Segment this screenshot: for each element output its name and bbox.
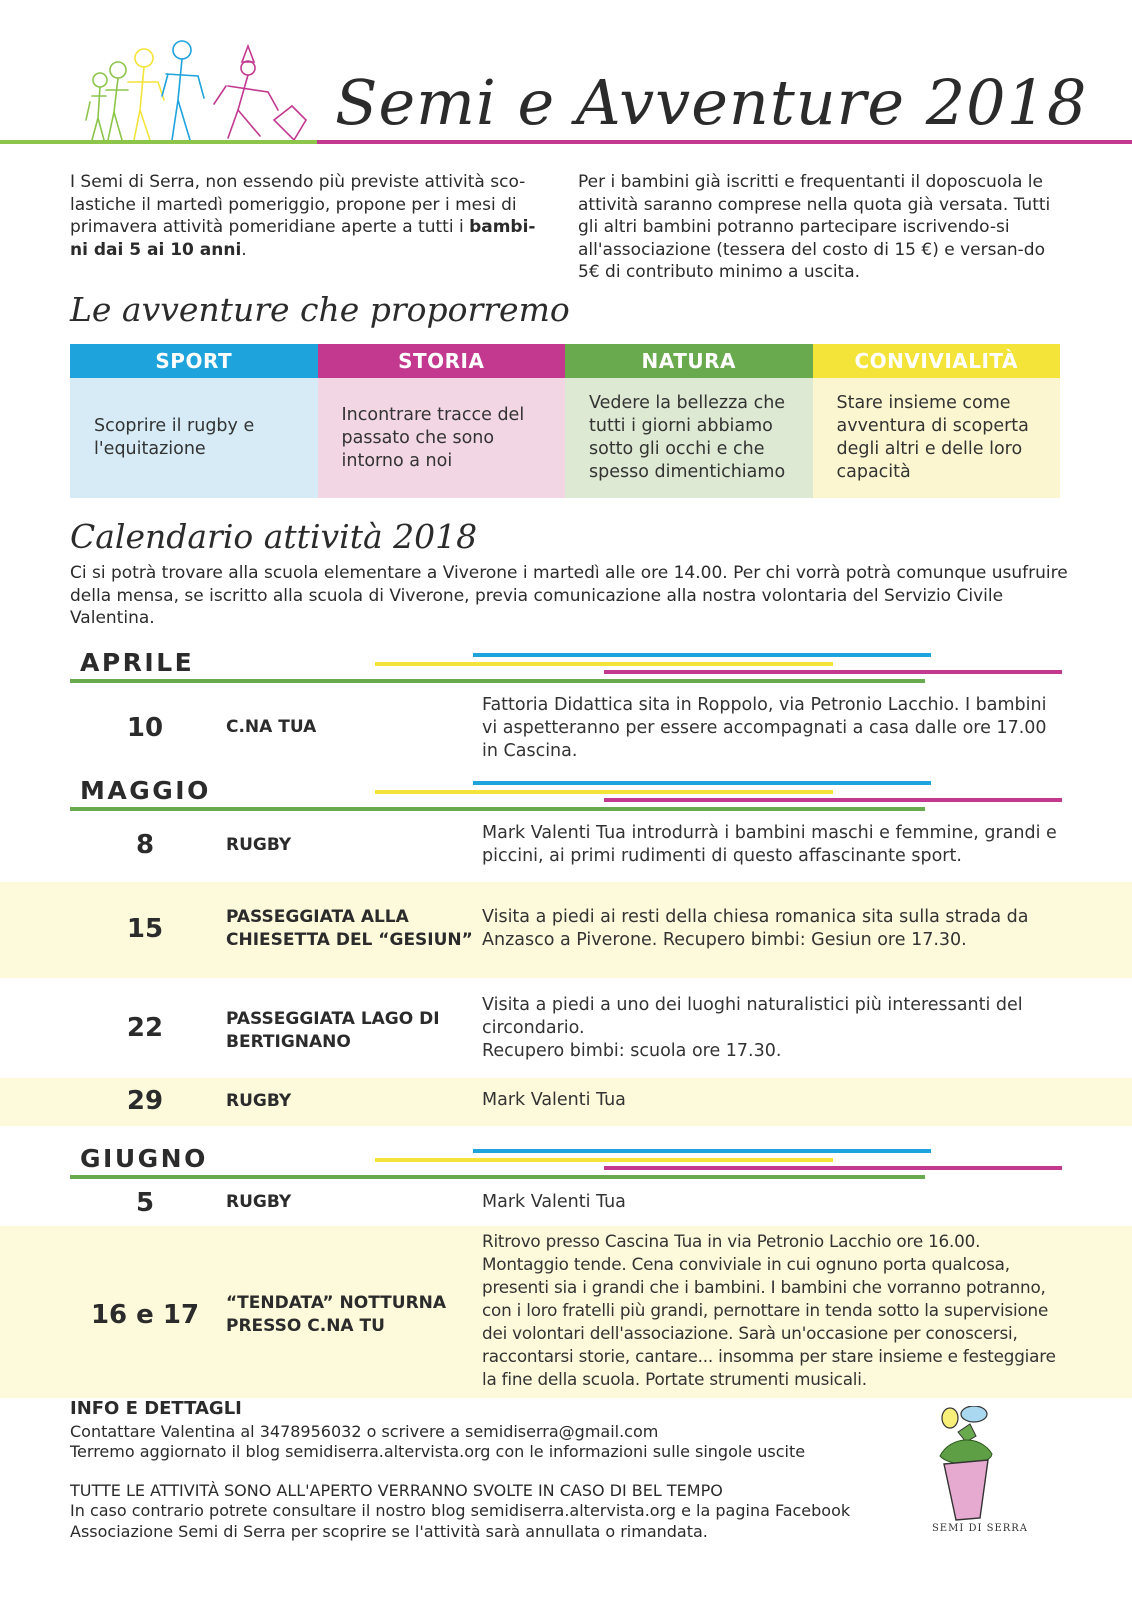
adventures-heading: Le avventure che proporremo [70, 290, 570, 329]
event-row [0, 688, 1132, 768]
event-description-line: Visita a piedi a uno dei luoghi naturalistici più interessanti del circondario. [482, 995, 1023, 1038]
event-activity: RUGBY [226, 1192, 292, 1212]
month-line [70, 1175, 925, 1179]
event-day: 22 [126, 1013, 164, 1043]
category-storia [318, 344, 566, 498]
month-line [604, 798, 1062, 802]
event-activity: PASSEGGIATA ALLA CHIESETTA DEL “GESIUN” [226, 907, 473, 950]
category-text: Vedere la bellezza che tutti i giorni abbiamo sotto gli occhi e che spesso dimentichiamo [565, 378, 813, 498]
month-line [604, 670, 1062, 674]
month-line [473, 653, 931, 657]
category-title: SPORT [70, 344, 318, 378]
category-title: STORIA [318, 344, 566, 378]
semi-di-serra-logo-icon [930, 1406, 1030, 1536]
event-description: Mark Valenti Tua [482, 1090, 626, 1110]
info-line: Contattare Valentina al 3478956032 o scrivere a semidiserra@gmail.com [70, 1421, 659, 1441]
event-day: 16 e 17 [90, 1300, 200, 1330]
category-text: Stare insieme come avventura di scoperta degli altri e delle loro capacità [813, 378, 1061, 498]
month-line [70, 679, 925, 683]
month-line [375, 790, 833, 794]
month-line [375, 662, 833, 666]
event-row [0, 816, 1132, 882]
category-text: Incontrare tracce del passato che sono intorno a noi [318, 378, 566, 498]
event-description-line: Recupero bimbi: scuola ore 17.30. [482, 1041, 782, 1061]
month-line [604, 1166, 1062, 1170]
event-day: 5 [135, 1188, 155, 1218]
event-description: Mark Valenti Tua [482, 1192, 626, 1212]
info-section [70, 1399, 920, 1542]
event-day: 10 [126, 713, 164, 743]
children-illustration [78, 40, 318, 146]
month-label: GIUGNO [80, 1144, 208, 1173]
intro-right: Per i bambini già iscritti e frequentanti il doposcuola le attività saranno comprese nella quota già versata. Tutti gli altri bambini potranno partecipare iscrivendo-si all'associazione (tessera del costo di 15 €) e versan-do 5€ di contributo minimo a uscita. [578, 172, 1051, 282]
event-day: 15 [126, 914, 164, 944]
header-divider [0, 140, 1132, 144]
intro-left-bold: bambi-ni dai 5 ai 10 anni [70, 217, 536, 260]
intro-left-text-2: . [241, 239, 247, 260]
event-day: 8 [135, 830, 155, 860]
event-activity: C.NA TUA [226, 717, 317, 737]
categories-table [70, 344, 1060, 498]
info-line: Terremo aggiornato il blog semidiserra.altervista.org con le informazioni sulle singole uscite [70, 1442, 806, 1461]
event-row [0, 1184, 1132, 1226]
logo-text: SEMI DI SERRA [931, 1523, 1029, 1534]
month-label: APRILE [80, 648, 195, 677]
month-line [70, 807, 925, 811]
event-description: Fattoria Didattica sita in Roppolo, via Petronio Lacchio. I bambini vi aspetteranno per essere accompagnati a casa dalle ore 17.00 in Cascina. [482, 695, 1047, 761]
month-line [375, 1158, 833, 1162]
info-line: In caso contrario potrete consultare il nostro blog semidiserra.altervista.org e la pagina Facebook Associazione Semi di Serra per scoprire se l'attività sarà annullata o rimandata. [70, 1501, 851, 1541]
month-label: MAGGIO [80, 776, 211, 805]
event-activity: PASSEGGIATA LAGO DI BERTIGNANO [226, 1009, 440, 1052]
month-line [473, 781, 931, 785]
category-title: CONVIVIALITÀ [813, 344, 1061, 378]
event-activity: “TENDATA” NOTTURNA PRESSO C.NA TU [226, 1293, 447, 1336]
event-day: 29 [126, 1086, 164, 1116]
category-title: NATURA [565, 344, 813, 378]
info-title: INFO E DETTAGLI [70, 1398, 242, 1419]
event-row [0, 1078, 1132, 1126]
info-line: TUTTE LE ATTIVITÀ SONO ALL'APERTO VERRANNO SVOLTE IN CASO DI BEL TEMPO [70, 1480, 723, 1500]
intro-left-text-1: I Semi di Serra, non essendo più previste attività sco-lastiche il martedì pomeriggio, propone per i mesi di primavera attività pomeridiane aperte a tutti i [70, 172, 526, 237]
event-activity: RUGBY [226, 1091, 292, 1111]
category-sport [70, 344, 318, 498]
event-activity: RUGBY [226, 835, 292, 855]
intro-left [70, 171, 550, 261]
calendar-heading: Calendario attività 2018 [70, 517, 478, 556]
event-description: Mark Valenti Tua introdurrà i bambini maschi e femmine, grandi e piccini, ai primi rudimenti di questo affascinante sport. [482, 823, 1057, 866]
category-text: Scoprire il rugby e l'equitazione [70, 378, 318, 498]
category-natura [565, 344, 813, 498]
category-convivialita [813, 344, 1061, 498]
event-description: Visita a piedi ai resti della chiesa romanica sita sulla strada da Anzasco a Piverone. Recupero bimbi: Gesiun ore 17.30. [482, 907, 1029, 950]
month-line [473, 1149, 931, 1153]
event-row [0, 1226, 1132, 1398]
event-row [0, 882, 1132, 978]
calendar-intro: Ci si potrà trovare alla scuola elementare a Viverone i martedì alle ore 14.00. Per chi vorrà potrà comunque usufruire della mensa, se iscritto alla scuola di Viverone, previa comunicazione alla nostra volontaria del Servizio Civile Valentina. [70, 563, 1068, 628]
event-description: Ritrovo presso Cascina Tua in via Petronio Lacchio ore 16.00. Montaggio tende. Cena conviviale in cui ognuno porta qualcosa, presenti sia i grandi che i bambini. I bambini che vorranno potranno, con i loro fratelli più grandi, pernottare in tenda sotto la supervisione dei volontari dell'associazione. Sarà un'occasione per conoscersi, raccontarsi storie, cantare... insomma per stare insieme e festeggiare la fine della scuola. Portate strumenti musicali. [482, 1231, 1056, 1389]
event-description [482, 994, 1067, 1063]
event-row [0, 978, 1132, 1078]
page-title: Semi e Avventure 2018 [335, 66, 1088, 139]
